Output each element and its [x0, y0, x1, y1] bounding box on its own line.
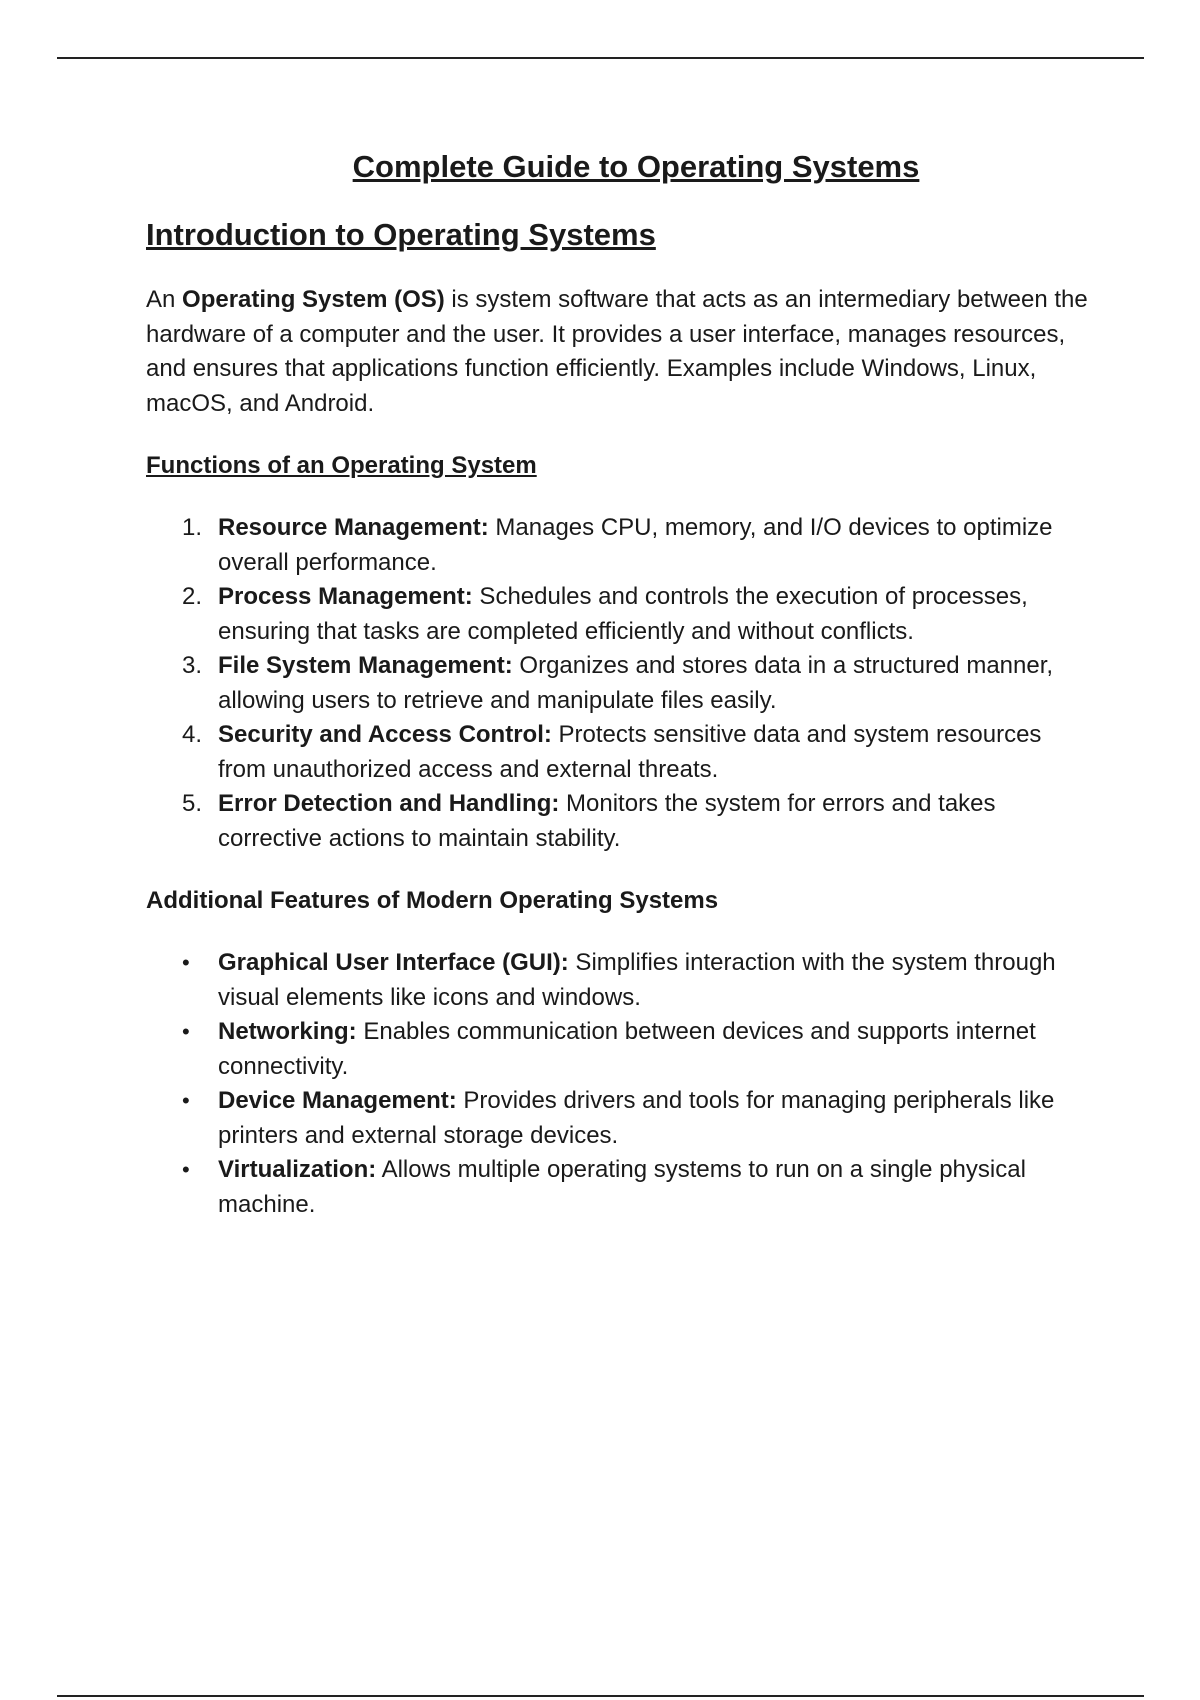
list-item — [146, 580, 1096, 649]
list-item-text: Enables communication between devices and supports internet connectivity. — [218, 1018, 1036, 1080]
functions-heading: Functions of an Operating System — [146, 452, 537, 479]
list-item-label: Resource Management: — [218, 514, 489, 541]
list-item-text: Simplifies interaction with the system through visual elements like icons and windows. — [218, 949, 1056, 1011]
bullet-icon: • — [182, 950, 190, 975]
list-item-text: Provides drivers and tools for managing peripherals like printers and external storage devices. — [218, 1087, 1055, 1149]
list-item-text: Allows multiple operating systems to run on a single physical machine. — [218, 1156, 1026, 1218]
intro-term: Operating System (OS) — [182, 286, 445, 313]
list-item-text: Organizes and stores data in a structured manner, allowing users to retrieve and manipulate files easily. — [218, 652, 1054, 714]
document-title: Complete Guide to Operating Systems — [352, 149, 920, 184]
list-item-label: File System Management: — [218, 652, 513, 679]
list-item-label: Process Management: — [218, 583, 473, 610]
list-item — [146, 946, 1096, 1015]
list-item-label: Graphical User Interface (GUI): — [218, 949, 569, 976]
list-item — [146, 511, 1096, 580]
list-item-text: Protects sensitive data and system resources from unauthorized access and external threats. — [218, 721, 1042, 783]
list-item-label: Networking: — [218, 1018, 357, 1045]
functions-list — [146, 511, 1096, 856]
features-heading: Additional Features of Modern Operating Systems — [146, 887, 719, 914]
bullet-icon: • — [182, 1019, 190, 1044]
list-item-label: Security and Access Control: — [218, 721, 552, 748]
list-item — [146, 649, 1096, 718]
intro-prefix: An — [146, 286, 183, 313]
features-list — [146, 946, 1096, 1222]
intro-paragraph — [146, 283, 1096, 421]
list-item — [146, 1153, 1096, 1222]
document-page — [146, 145, 1096, 1222]
list-item — [146, 787, 1096, 856]
list-number: 5. — [182, 790, 203, 817]
list-number: 1. — [182, 514, 203, 541]
list-item-text: Manages CPU, memory, and I/O devices to optimize overall performance. — [218, 514, 1053, 576]
list-item-label: Device Management: — [218, 1087, 457, 1114]
list-item — [146, 1015, 1096, 1084]
list-item-text: Schedules and controls the execution of processes, ensuring that tasks are completed efficiently and without conflicts. — [218, 583, 1028, 645]
list-item — [146, 718, 1096, 787]
list-number: 3. — [182, 652, 203, 679]
page-top-rule — [57, 57, 1144, 59]
list-item-label: Error Detection and Handling: — [218, 790, 560, 817]
list-item-text: Monitors the system for errors and takes corrective actions to maintain stability. — [218, 790, 996, 852]
bullet-icon: • — [182, 1088, 190, 1113]
list-number: 4. — [182, 721, 203, 748]
page-bottom-rule — [57, 1695, 1144, 1697]
list-item — [146, 1084, 1096, 1153]
list-item-label: Virtualization: — [218, 1156, 377, 1183]
bullet-icon: • — [182, 1157, 190, 1182]
list-number: 2. — [182, 583, 203, 610]
intro-heading: Introduction to Operating Systems — [146, 217, 656, 252]
intro-text: is system software that acts as an intermediary between the hardware of a computer and the user. It provides a user interface, manages resources, and ensures that applications function efficiently. Examples include Windows, Linux, macOS, and Android. — [146, 286, 1088, 417]
